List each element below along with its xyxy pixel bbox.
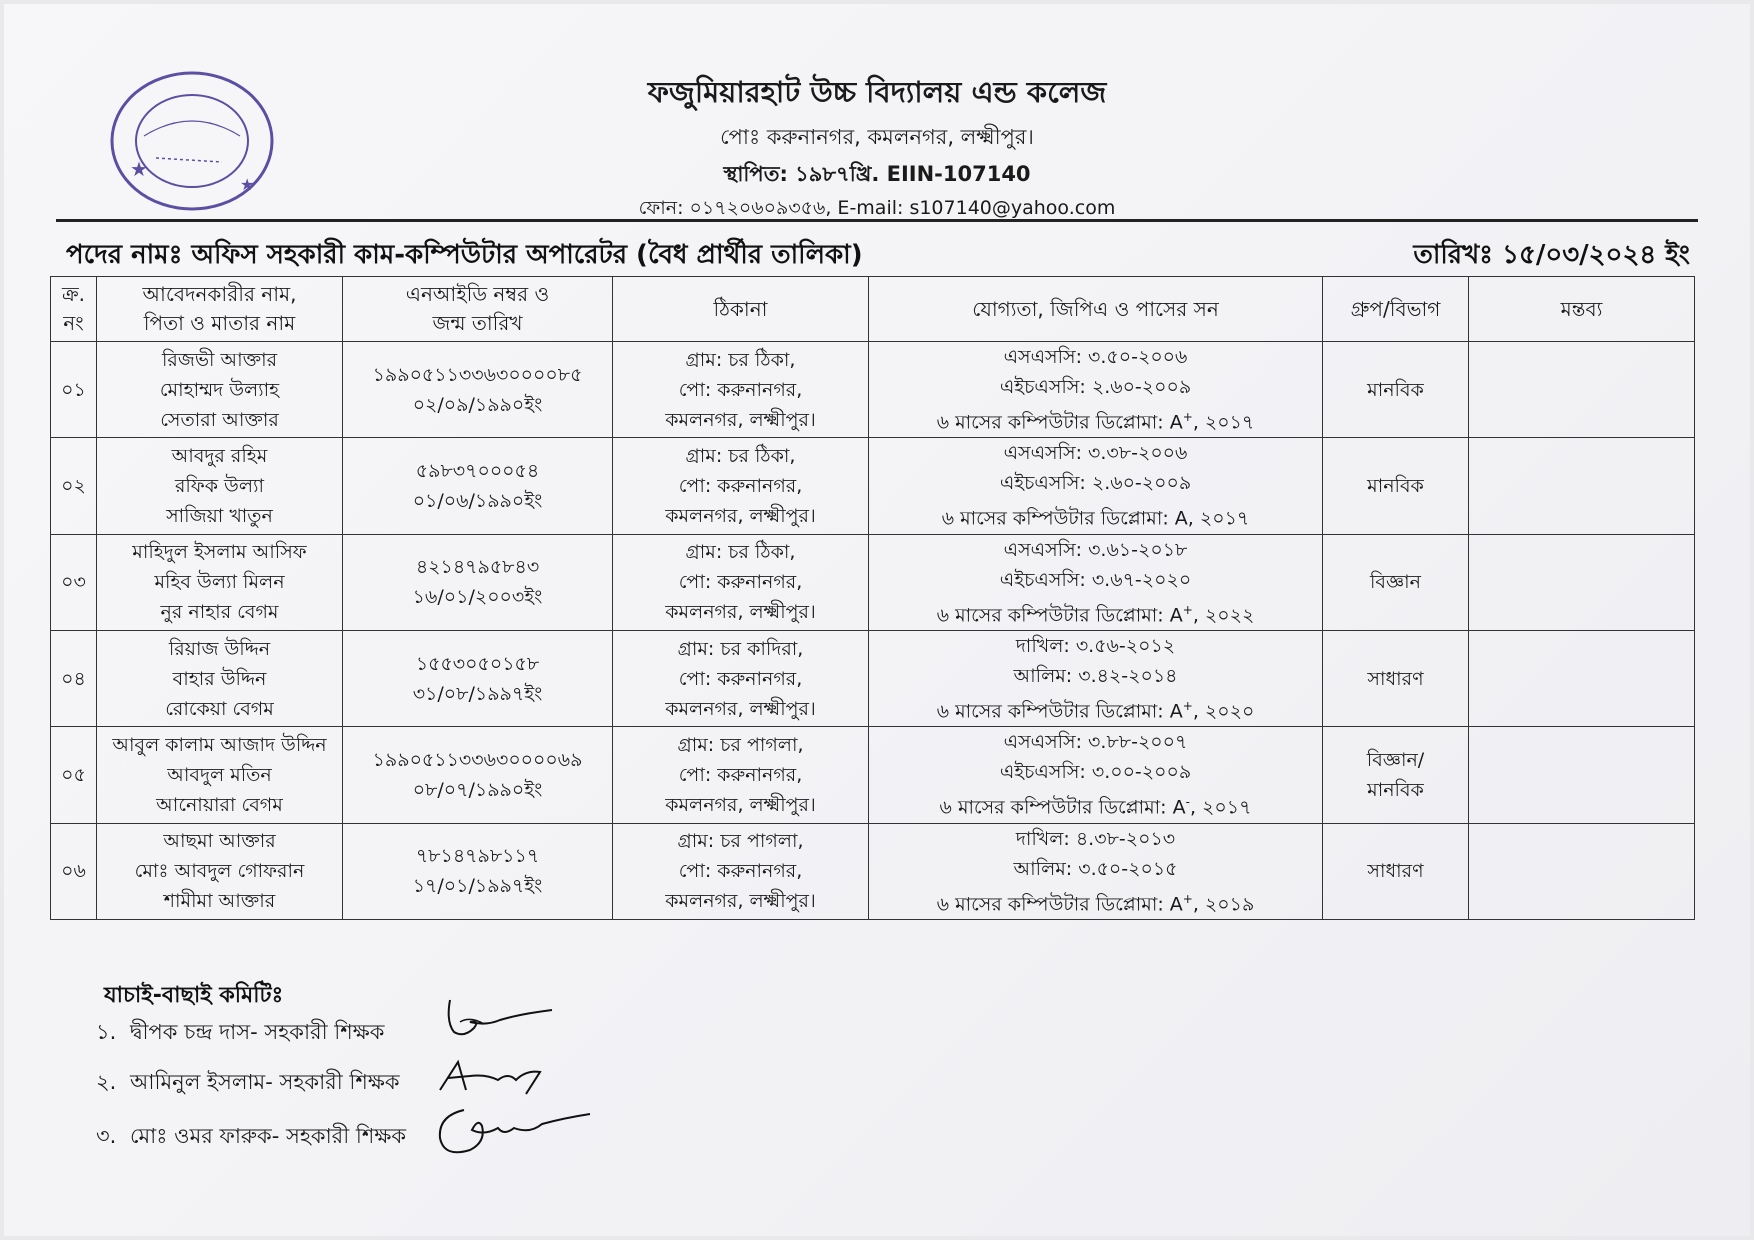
candidate-table <box>50 276 1695 920</box>
name-cell: রিয়াজ উদ্দিন বাহার উদ্দিন রোকেয়া বেগম <box>97 630 343 726</box>
group-cell: মানবিক <box>1323 438 1469 534</box>
member-number: ২. <box>96 1070 117 1094</box>
table-header-row <box>51 277 1695 342</box>
col-name-header: আবেদনকারীর নাম, পিতা ও মাতার নাম <box>97 277 343 342</box>
header-divider <box>56 219 1698 222</box>
group-cell: সাধারণ <box>1323 823 1469 919</box>
remarks-cell <box>1469 342 1695 438</box>
established-eiin: স্থাপিত: ১৯৮৭খ্রি. EIIN-107140 <box>723 162 1031 186</box>
committee-member <box>96 1016 384 1051</box>
group-cell: বিজ্ঞান <box>1323 534 1469 630</box>
table-row <box>51 534 1695 630</box>
member-number: ১. <box>96 1020 117 1044</box>
signature-1 <box>440 992 560 1044</box>
table-row <box>51 823 1695 919</box>
member-name: মোঃ ওমর ফারুক- সহকারী শিক্ষক <box>130 1124 407 1148</box>
serial-cell: ০৬ <box>51 823 97 919</box>
signature-3 <box>434 1100 594 1162</box>
serial-cell: ০২ <box>51 438 97 534</box>
col-qualification-header: যোগ্যতা, জিপিএ ও পাসের সন <box>869 277 1323 342</box>
signature-2 <box>436 1050 556 1100</box>
address-cell: গ্রাম: চর পাগলা, পো: করুনানগর, কমলনগর, লক্ষ্মীপুর। <box>613 727 869 823</box>
remarks-cell <box>1469 630 1695 726</box>
group-cell: বিজ্ঞান/ মানবিক <box>1323 727 1469 823</box>
serial-cell: ০৫ <box>51 727 97 823</box>
serial-cell: ০১ <box>51 342 97 438</box>
qualification-cell: এসএসসি: ৩.৫০-২০০৬ এইচএসসি: ২.৬০-২০০৯ ৬ মাসের কম্পিউটার ডিপ্লোমা: A+, ২০১৭ <box>869 342 1323 438</box>
group-cell: সাধারণ <box>1323 630 1469 726</box>
member-name: দ্বীপক চন্দ্র দাস- সহকারী শিক্ষক <box>130 1020 385 1044</box>
document-sheet <box>4 4 1750 1236</box>
nid-cell: ১৯৯০৫১১৩৩৬৩০০০০৮৫ ০২/০৯/১৯৯০ইং <box>343 342 613 438</box>
svg-text:★: ★ <box>240 175 255 194</box>
nid-cell: ৪২১৪৭৯৫৮৪৩ ১৬/০১/২০০৩ইং <box>343 534 613 630</box>
name-cell: মাহিদুল ইসলাম আসিফ মহিব উল্যা মিলন নুর নাহার বেগম <box>97 534 343 630</box>
name-cell: আবুল কালাম আজাদ উদ্দিন আবদুল মতিন আনোয়ারা বেগম <box>97 727 343 823</box>
qualification-cell: এসএসসি: ৩.৬১-২০১৮ এইচএসসি: ৩.৬৭-২০২০ ৬ মাসের কম্পিউটার ডিপ্লোমা: A+, ২০২২ <box>869 534 1323 630</box>
col-serial-header: ক্র. নং <box>51 277 97 342</box>
col-remarks-header: মন্তব্য <box>1469 277 1695 342</box>
post-title: পদের নামঃ অফিস সহকারী কাম-কম্পিউটার অপারেটর (বৈধ প্রার্থীর তালিকা) <box>66 240 863 270</box>
qualification-cell: দাখিল: ৩.৫৬-২০১২ আলিম: ৩.৪২-২০১৪ ৬ মাসের কম্পিউটার ডিপ্লোমা: A+, ২০২০ <box>869 630 1323 726</box>
contact-line: ফোন: ০১৭২০৬০৯৩৫৬, E-mail: s107140@yahoo.com <box>638 197 1116 219</box>
committee-title: যাচাই-বাছাই কমিটিঃ <box>104 983 284 1008</box>
document-date: তারিখঃ ১৫/০৩/২০২৪ ইং <box>1413 240 1690 270</box>
table-row <box>51 630 1695 726</box>
nid-cell: ৫৯৮৩৭০০০৫৪ ০১/০৬/১৯৯০ইং <box>343 438 613 534</box>
committee-member <box>96 1120 406 1155</box>
name-cell: আবদুর রহিম রফিক উল্যা সাজিয়া খাতুন <box>97 438 343 534</box>
nid-cell: ১৯৯০৫১১৩৩৬৩০০০০৬৯ ০৮/০৭/১৯৯০ইং <box>343 727 613 823</box>
table-row <box>51 342 1695 438</box>
member-number: ৩. <box>96 1124 117 1148</box>
group-cell: মানবিক <box>1323 342 1469 438</box>
qualification-cell: এসএসসি: ৩.৮৮-২০০৭ এইচএসসি: ৩.০০-২০০৯ ৬ মাসের কম্পিউটার ডিপ্লোমা: A-, ২০১৭ <box>869 727 1323 823</box>
address-cell: গ্রাম: চর কাদিরা, পো: করুনানগর, কমলনগর, লক্ষ্মীপুর। <box>613 630 869 726</box>
remarks-cell <box>1469 823 1695 919</box>
school-name: ফজুমিয়ারহাট উচ্চ বিদ্যালয় এন্ড কলেজ <box>647 75 1107 109</box>
remarks-cell <box>1469 438 1695 534</box>
name-cell: আছমা আক্তার মোঃ আবদুল গোফরান শামীমা আক্তার <box>97 823 343 919</box>
col-nid-header: এনআইডি নম্বর ও জন্ম তারিখ <box>343 277 613 342</box>
qualification-cell: দাখিল: ৪.৩৮-২০১৩ আলিম: ৩.৫০-২০১৫ ৬ মাসের কম্পিউটার ডিপ্লোমা: A+, ২০১৯ <box>869 823 1323 919</box>
qualification-cell: এসএসসি: ৩.৩৮-২০০৬ এইচএসসি: ২.৬০-২০০৯ ৬ মাসের কম্পিউটার ডিপ্লোমা: A, ২০১৭ <box>869 438 1323 534</box>
committee-member <box>96 1066 400 1101</box>
remarks-cell <box>1469 727 1695 823</box>
col-address-header: ঠিকানা <box>613 277 869 342</box>
address-cell: গ্রাম: চর ঠিকা, পো: করুনানগর, কমলনগর, লক্ষ্মীপুর। <box>613 438 869 534</box>
table-row <box>51 727 1695 823</box>
member-name: আমিনুল ইসলাম- সহকারী শিক্ষক <box>130 1070 400 1094</box>
col-group-header: গ্রুপ/বিভাগ <box>1323 277 1469 342</box>
name-cell: রিজভী আক্তার মোহাম্মদ উল্যাহ সেতারা আক্তার <box>97 342 343 438</box>
nid-cell: ১৫৫৩০৫০১৫৮ ৩১/০৮/১৯৯৭ইং <box>343 630 613 726</box>
serial-cell: ০৪ <box>51 630 97 726</box>
address-cell: গ্রাম: চর ঠিকা, পো: করুনানগর, কমলনগর, লক্ষ্মীপুর। <box>613 342 869 438</box>
remarks-cell <box>1469 534 1695 630</box>
address-cell: গ্রাম: চর পাগলা, পো: করুনানগর, কমলনগর, লক্ষ্মীপুর। <box>613 823 869 919</box>
table-row <box>51 438 1695 534</box>
school-address: পোঃ করুনানগর, কমলনগর, লক্ষ্মীপুর। <box>720 125 1034 149</box>
serial-cell: ০৩ <box>51 534 97 630</box>
nid-cell: ৭৮১৪৭৯৮১১৭ ১৭/০১/১৯৯৭ইং <box>343 823 613 919</box>
svg-text:★: ★ <box>130 157 148 181</box>
address-cell: গ্রাম: চর ঠিকা, পো: করুনানগর, কমলনগর, লক্ষ্মীপুর। <box>613 534 869 630</box>
